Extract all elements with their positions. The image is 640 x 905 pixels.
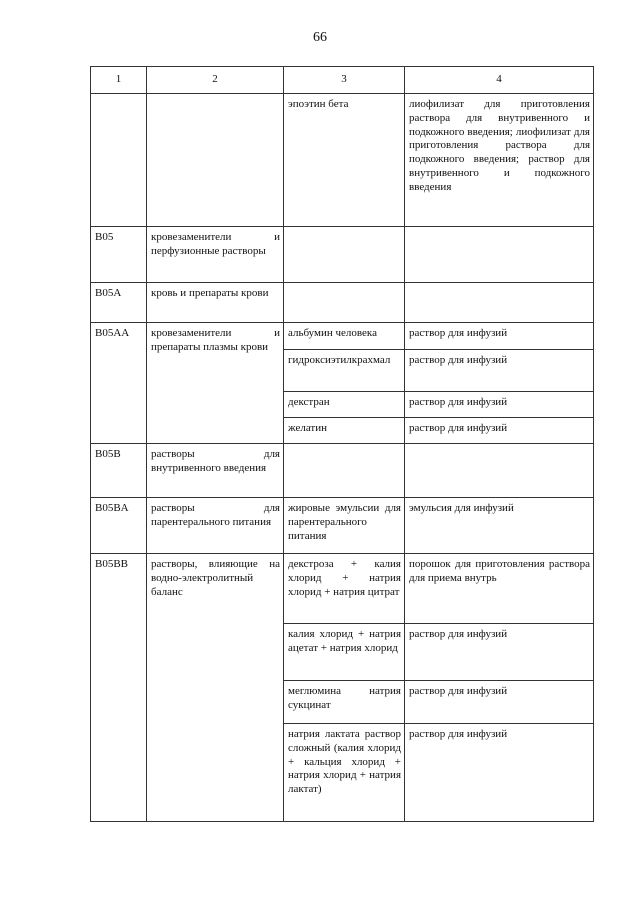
group-cell: кровь и препараты крови <box>147 283 284 323</box>
drug-name-cell: гидроксиэтилкрахмал <box>284 350 405 392</box>
table-row <box>91 323 594 350</box>
group-cell: кровезаменители и перфузионные растворы <box>147 227 284 283</box>
table-row <box>91 444 594 498</box>
drug-name-cell: меглюмина натрия сукцинат <box>284 681 405 724</box>
drug-name-cell: эпоэтин бета <box>284 94 405 227</box>
atc-code-cell: B05AA <box>91 323 147 444</box>
dosage-form-cell: раствор для инфузий <box>405 418 594 444</box>
drug-name-cell: декстран <box>284 392 405 418</box>
atc-code-cell: B05BB <box>91 554 147 822</box>
atc-code-cell: B05BA <box>91 498 147 554</box>
dosage-form-cell: эмульсия для инфузий <box>405 498 594 554</box>
drug-name-cell: альбумин человека <box>284 323 405 350</box>
dosage-form-cell <box>405 227 594 283</box>
table-header-row <box>91 67 594 94</box>
dosage-form-cell: раствор для инфузий <box>405 392 594 418</box>
drug-name-cell: желатин <box>284 418 405 444</box>
column-header-1: 1 <box>91 67 147 94</box>
drug-name-cell <box>284 227 405 283</box>
group-cell <box>147 94 284 227</box>
table-row <box>91 498 594 554</box>
group-cell: кровезаменители и препараты плазмы крови <box>147 323 284 444</box>
table-row <box>91 283 594 323</box>
dosage-form-cell: раствор для инфузий <box>405 323 594 350</box>
atc-code-cell: B05B <box>91 444 147 498</box>
group-cell: растворы, влияющие на водно-электролитный баланс <box>147 554 284 822</box>
table-row <box>91 227 594 283</box>
drug-classification-table <box>90 66 594 822</box>
atc-code-cell: B05 <box>91 227 147 283</box>
group-cell: растворы для внутривенного введения <box>147 444 284 498</box>
drug-name-cell: жировые эмульсии для парентерального питания <box>284 498 405 554</box>
drug-name-cell: калия хлорид + натрия ацетат + натрия хлорид <box>284 624 405 681</box>
column-header-3: 3 <box>284 67 405 94</box>
dosage-form-cell <box>405 283 594 323</box>
drug-name-cell: декстроза + калия хлорид + натрия хлорид + натрия цитрат <box>284 554 405 624</box>
dosage-form-cell: порошок для приготовления раствора для приема внутрь <box>405 554 594 624</box>
dosage-form-cell <box>405 444 594 498</box>
drug-name-cell <box>284 283 405 323</box>
group-cell: растворы для парентерального питания <box>147 498 284 554</box>
drug-name-cell: натрия лактата раствор сложный (калия хлорид + кальция хлорид + натрия хлорид + натрия лактат) <box>284 724 405 822</box>
dosage-form-cell: лиофилизат для приготовления раствора для внутривенного и подкожного введения; лиофилизат для приготовления раствора для подкожного введения; раствор для внутривенного и подкожного введения <box>405 94 594 227</box>
atc-code-cell <box>91 94 147 227</box>
table-row <box>91 94 594 227</box>
page-number: 66 <box>313 30 327 45</box>
column-header-4: 4 <box>405 67 594 94</box>
dosage-form-cell: раствор для инфузий <box>405 724 594 822</box>
dosage-form-cell: раствор для инфузий <box>405 350 594 392</box>
table-row <box>91 554 594 624</box>
dosage-form-cell: раствор для инфузий <box>405 624 594 681</box>
drug-name-cell <box>284 444 405 498</box>
atc-code-cell: B05A <box>91 283 147 323</box>
column-header-2: 2 <box>147 67 284 94</box>
dosage-form-cell: раствор для инфузий <box>405 681 594 724</box>
